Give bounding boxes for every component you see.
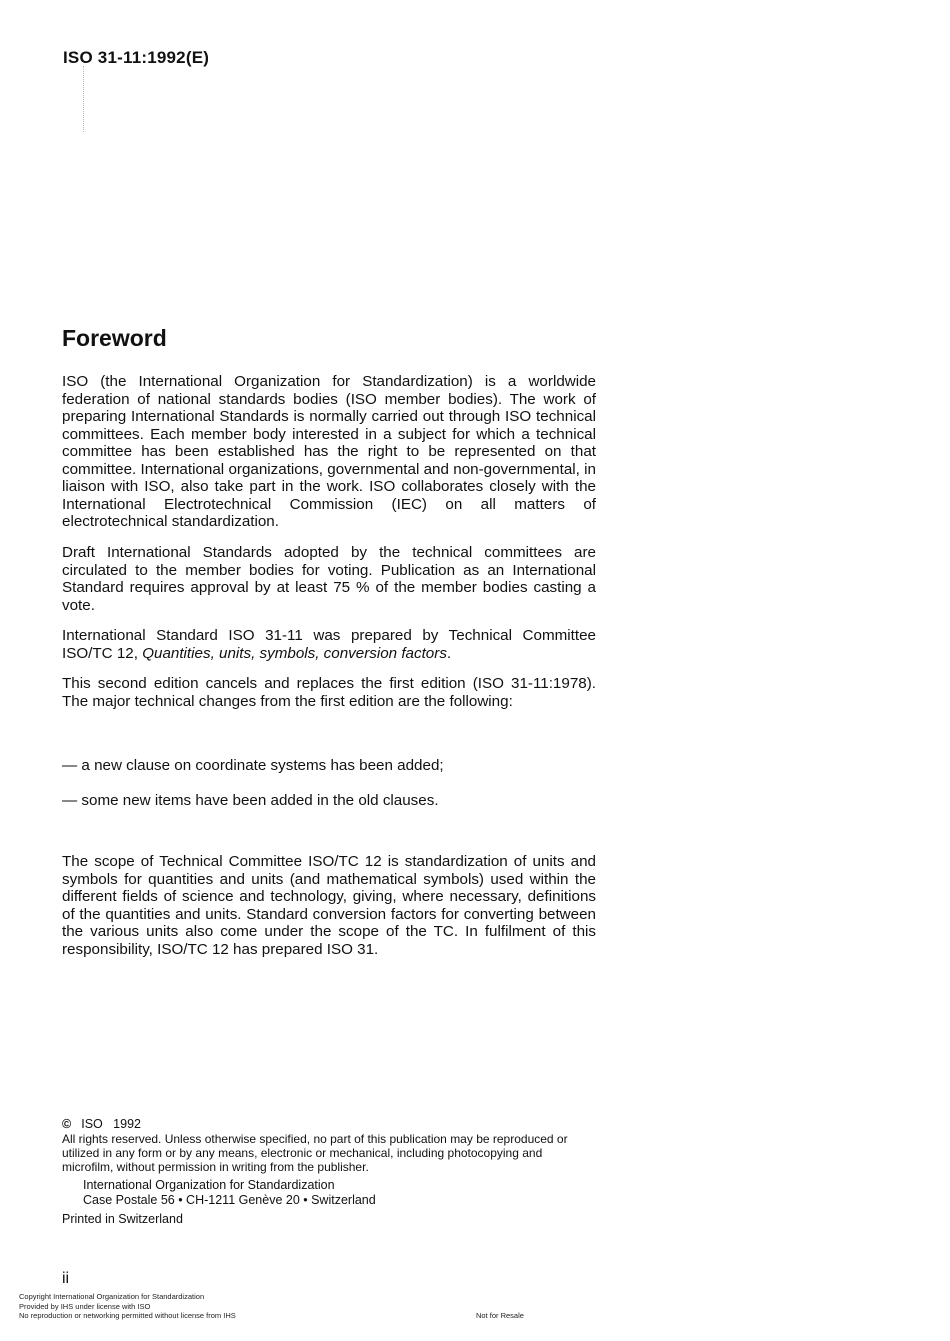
list-item: — a new clause on coordinate systems has been added;	[62, 757, 444, 774]
footer-line: No reproduction or networking permitted without license from IHS	[19, 1311, 236, 1320]
document-id: ISO 31-11:1992(E)	[63, 48, 210, 67]
page-number: ii	[62, 1270, 70, 1287]
page-title: Foreword	[62, 325, 167, 351]
rights-statement: All rights reserved. Unless otherwise specified, no part of this publication may be reproduced or utilized in any form or by any means, electronic or mechanical, including photocopying and microfilm, without permission in writing from the publisher.	[62, 1132, 568, 1174]
committee-title: Quantities, units, symbols, conversion factors	[142, 644, 447, 662]
paragraph-iso-intro: ISO (the International Organization for Standardization) is a worldwide federation of national standards bodies (ISO member bodies). The work of preparing International Standards is normally carried out through ISO technical committees. Each member body interested in a subject for which a technical committee has been established has the right to be represented on that committee. International organizations, governmental and non-governmental, in liaison with ISO, also take part in the work. ISO collaborates closely with the International Electrotechnical Commission (IEC) on all matters of electrotechnical standardization.	[62, 373, 596, 530]
license-footer	[19, 1292, 236, 1321]
organization-address	[83, 1178, 376, 1208]
prepared-by-end: .	[446, 644, 452, 662]
organization-name: International Organization for Standardization	[83, 1178, 335, 1192]
margin-dots	[83, 66, 86, 132]
paragraph-scope: The scope of Technical Committee ISO/TC 12 is standardization of units and symbols for quantities and units (and mathematical symbols) used within the different fields of science and technology, giving, where necessary, definitions of the quantities and units. Standard conversion factors for converting between the various units also come under the scope of the TC. In fulfilment of this responsibility, ISO/TC 12 has prepared ISO 31.	[62, 853, 596, 958]
postal-address: Case Postale 56 • CH-1211 Genève 20 • Switzerland	[83, 1193, 376, 1207]
printed-in: Printed in Switzerland	[62, 1212, 183, 1226]
paragraph-prepared-by	[62, 627, 596, 662]
copyright-year: ISO 1992	[81, 1117, 141, 1131]
copyright-line	[62, 1117, 141, 1131]
footer-line: Copyright International Organization for Standardization	[19, 1292, 205, 1301]
paragraph-second-edition: This second edition cancels and replaces the first edition (ISO 31-11:1978). The major technical changes from the first edition are the following:	[62, 675, 596, 710]
prepared-by-text: International Standard ISO 31-11 was prepared by Technical Committee ISO/TC 12,	[62, 627, 596, 662]
not-for-resale: Not for Resale	[476, 1311, 524, 1320]
list-item: — some new items have been added in the old clauses.	[62, 792, 439, 809]
copyright-icon: ©	[62, 1117, 72, 1131]
footer-line: Provided by IHS under license with ISO	[19, 1301, 151, 1311]
paragraph-draft-standards: Draft International Standards adopted by the technical committees are circulated to the member bodies for voting. Publication as an International Standard requires approval by at least 75 % of the member bodies casting a vote.	[62, 544, 596, 614]
